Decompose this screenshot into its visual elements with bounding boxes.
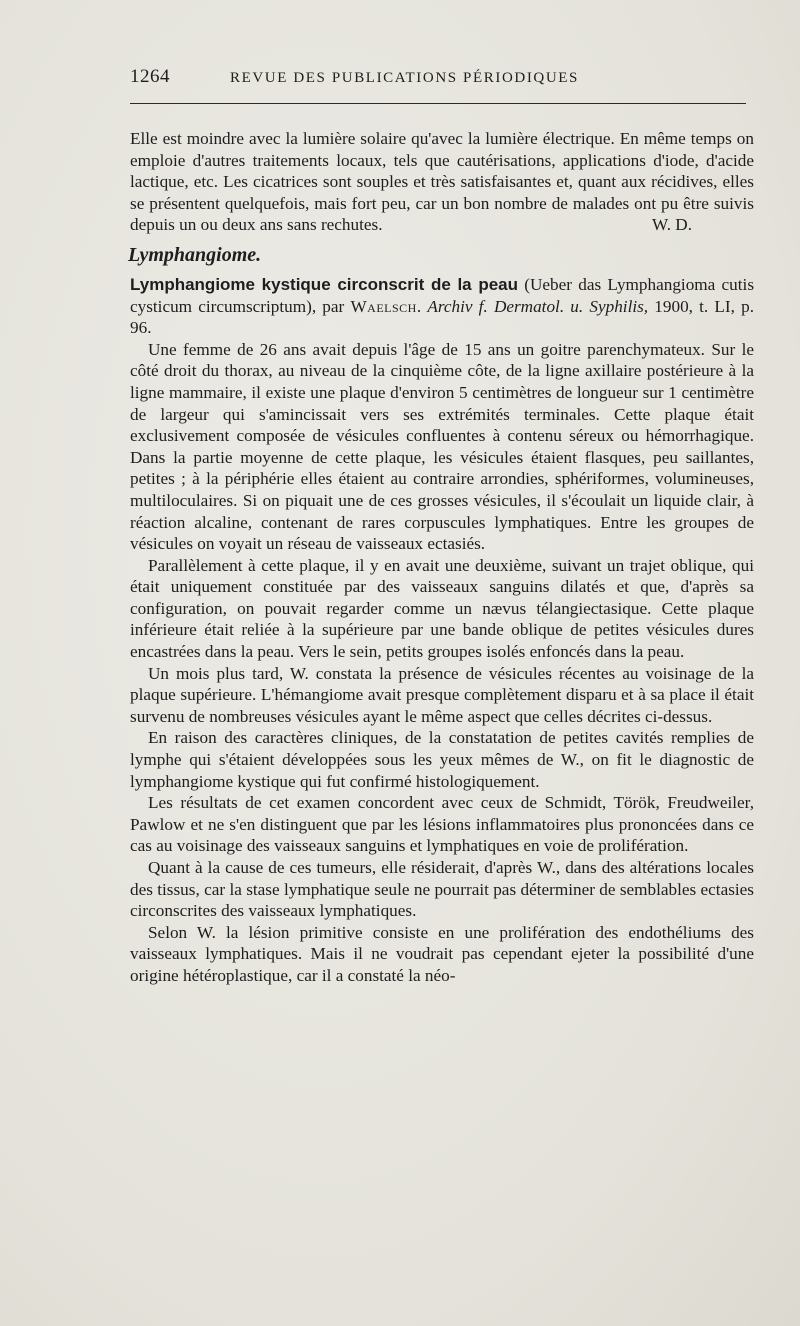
intro-paragraph xyxy=(130,128,754,236)
intro-text: Elle est moindre avec la lumière solaire qu'avec la lumière électrique. En même temps on emploie d'autres traitements locaux, tels que cautérisations, applications d'iode, d'acide lactique, etc. Les cicatrices sont souples et très satisfaisantes et, quant aux récidives, elles se présentent quelquefois, mais fort peu, car un bon nombre de malades ont pu être suivis depuis un ou deux ans sans rechutes. xyxy=(130,129,754,235)
entry-reference xyxy=(130,274,754,339)
entry-reference-tail: 1900, t. LI, p. 96. xyxy=(130,296,754,338)
body-paragraph: Une femme de 26 ans avait depuis l'âge de 15 ans un goitre parenchymateux. Sur le côté droit du thorax, au niveau de la cinquième côte, de la ligne axillaire postérieure à la ligne mammaire, il existe une plaque d'environ 5 centimètres de longueur sur 1 centimètre de largeur qui s'amincissait vers ses extrémités terminales. Cette plaque était exclusivement composée de vésicules confluentes à contenu séreux ou hémorrhagique. Dans la partie moyenne de cette plaque, les vésicules étaient flasques, peu saillantes, petites ; à la périphérie elles étaient au contraire arrondies, sphériformes, volumineuses, multiloculaires. Si on piquait une de ces grosses vésicules, il s'écoulait un liquide clair, à réaction alcaline, contenant de rares corpuscules lymphatiques. Entre les groupes de vésicules on voyait un réseau de vaisseaux ectasiés. xyxy=(130,339,754,554)
entry-separator: . xyxy=(416,296,428,316)
page-header xyxy=(130,66,746,96)
article-body xyxy=(130,128,754,987)
body-paragraph: Un mois plus tard, W. constata la présence de vésicules récentes au voisinage de la plaque supérieure. L'hémangiome avait presque complètement disparu et à sa place il était survenu de nombreuses vésicules ayant le même aspect que celles décrites ci-dessus. xyxy=(130,663,754,726)
body-paragraph: En raison des caractères cliniques, de la constatation de petites cavités remplies de lymphe qui s'étaient développées sous les yeux mêmes de W., on fit le diagnostic de lymphangiome kystique qui fut confirmé histologiquement. xyxy=(130,728,754,791)
entry-author: Waelsch xyxy=(350,296,417,316)
body-paragraph: Quant à la cause de ces tumeurs, elle résiderait, d'après W., dans des altérations locales des tissus, car la stase lymphatique seule ne pourrait pas déterminer de semblables ectasies circonscrites des vaisseaux lymphatiques. xyxy=(130,858,754,921)
body-paragraph: Selon W. la lésion primitive consiste en une prolifération des endothéliums des vaisseaux lymphatiques. Mais il ne voudrait pas cependant ejeter la possibilité d'une origine hétéroplastique, car il a constaté la néo- xyxy=(130,922,754,985)
body-paragraph: Les résultats de cet examen concordent avec ceux de Schmidt, Török, Freudweiler, Pawlow et ne s'en distinguent que par les lésions inflammatoires plus prononcées dans ce cas au voisinage des vaisseaux sanguins et lymphatiques en voie de prolifération. xyxy=(130,793,754,856)
page-number: 1264 xyxy=(130,66,170,87)
running-title: REVUE DES PUBLICATIONS PÉRIODIQUES xyxy=(230,70,579,86)
entry-journal: Archiv f. Dermatol. u. Syphilis, xyxy=(427,296,649,316)
header-rule xyxy=(130,103,746,104)
entry-reference-text: (Ueber das Lymphangioma cutis cysticum circumscriptum), par xyxy=(130,274,755,316)
signature: W. D. xyxy=(652,215,692,235)
body-paragraph: Parallèlement à cette plaque, il y en avait une deuxième, suivant un trajet oblique, qui était uniquement constituée par des vaisseaux sanguins dilatés et que, d'après sa configuration, on pouvait regarder comme un nævus télangiectasique. Cette plaque inférieure était reliée à la supérieure par une bande oblique de petites vésicules dures encastrées dans la peau. Vers le sein, petits groupes isolés enfoncés dans la peau. xyxy=(130,555,754,662)
section-title: Lymphangiome. xyxy=(128,243,262,266)
entry-title: Lymphangiome kystique circonscrit de la peau xyxy=(130,274,519,294)
